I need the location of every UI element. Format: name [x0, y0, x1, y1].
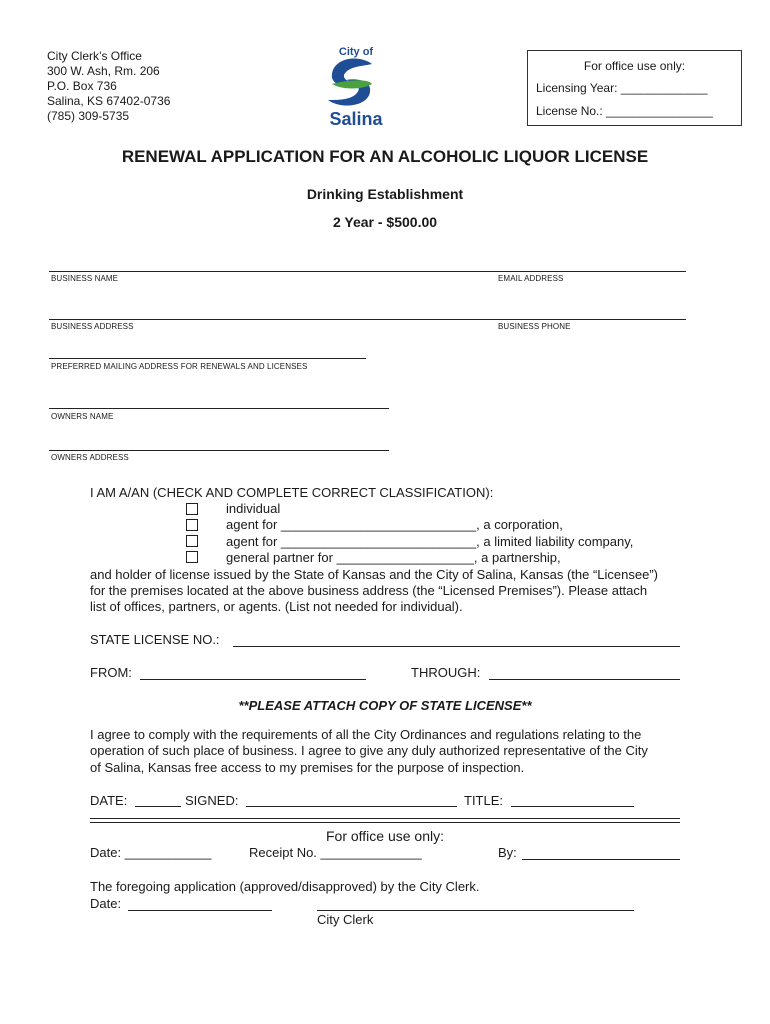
by-line[interactable] — [522, 859, 680, 860]
business-phone-label: BUSINESS PHONE — [498, 322, 571, 331]
approval-date-label: Date: — [90, 896, 122, 911]
form-title: RENEWAL APPLICATION FOR AN ALCOHOLIC LIQUOR LICENSE — [121, 147, 649, 166]
business-address-line[interactable] — [49, 319, 686, 320]
attach-notice: **PLEASE ATTACH COPY OF STATE LICENSE** — [238, 698, 532, 713]
owners-address-label: OWNERS ADDRESS — [51, 453, 129, 462]
license-no-field: License No.: ________________ — [536, 104, 713, 118]
form-subtitle: Drinking Establishment — [306, 186, 464, 202]
through-label: THROUGH: — [411, 665, 481, 680]
llc-checkbox[interactable] — [186, 535, 198, 547]
business-name-label: BUSINESS NAME — [51, 274, 119, 283]
office-use-box — [527, 50, 742, 126]
office-footer-heading: For office use only: — [325, 828, 445, 844]
option-corporation: agent for ___________________________, a corporation, — [226, 517, 563, 532]
logo-bottom-text: Salina — [329, 109, 383, 128]
email-address-label: EMAIL ADDRESS — [498, 274, 564, 283]
logo-top-text: City of — [338, 46, 374, 58]
agreement-line: operation of such place of business. I agree to give any duly authorized representative of the City — [90, 743, 648, 758]
title-label: TITLE: — [464, 793, 504, 808]
agreement-line: I agree to comply with the requirements of all the City Ordinances and regulations relating to the — [90, 727, 642, 742]
office-use-title: For office use only: — [583, 59, 686, 73]
city-clerk-signature-line[interactable] — [317, 910, 634, 911]
date-line[interactable] — [135, 806, 181, 807]
date-label: DATE: — [90, 793, 128, 808]
licensing-year-field: Licensing Year: _____________ — [536, 81, 708, 95]
office-date-field: Date: ____________ — [90, 845, 212, 860]
city-clerk-label: City Clerk — [317, 912, 374, 927]
licensee-paragraph-line: and holder of license issued by the State of Kansas and the City of Salina, Kansas (the “Licensee”) — [90, 567, 659, 582]
partnership-checkbox[interactable] — [186, 551, 198, 563]
city-logo — [318, 44, 394, 128]
through-line[interactable] — [489, 679, 680, 680]
from-line[interactable] — [140, 679, 366, 680]
form-fee: 2 Year - $500.00 — [332, 214, 438, 230]
individual-checkbox[interactable] — [186, 503, 198, 515]
owners-name-line[interactable] — [49, 408, 389, 409]
option-partnership: general partner for ___________________, a partnership, — [226, 550, 561, 565]
option-individual: individual — [226, 501, 281, 516]
state-license-label: STATE LICENSE NO.: — [90, 632, 220, 647]
by-label: By: — [498, 845, 517, 860]
clerk-address — [47, 49, 170, 124]
address-line: City Clerk’s Office — [47, 49, 142, 63]
owners-address-line[interactable] — [49, 450, 389, 451]
address-line: Salina, KS 67402-0736 — [47, 94, 171, 108]
salina-logo-icon — [318, 44, 394, 128]
licensee-paragraph-line: for the premises located at the above business address (the “Licensed Premises”). Please attach — [90, 583, 648, 598]
business-name-line[interactable] — [49, 271, 686, 272]
address-line: P.O. Box 736 — [47, 79, 117, 93]
signed-label: SIGNED: — [185, 793, 239, 808]
owners-name-label: OWNERS NAME — [51, 412, 114, 421]
receipt-no-field: Receipt No. ______________ — [249, 845, 422, 860]
mailing-address-label: PREFERRED MAILING ADDRESS FOR RENEWALS AND LICENSES — [51, 362, 308, 371]
signature-line[interactable] — [246, 806, 457, 807]
section-divider — [90, 818, 680, 823]
approval-date-line[interactable] — [128, 910, 272, 911]
licensee-paragraph-line: list of offices, partners, or agents. (List not needed for individual). — [90, 599, 463, 614]
mailing-address-line[interactable] — [49, 358, 366, 359]
from-label: FROM: — [90, 665, 132, 680]
classification-heading: I AM A/AN (CHECK AND COMPLETE CORRECT CLASSIFICATION): — [90, 485, 494, 500]
agreement-line: of Salina, Kansas free access to my premises for the purpose of inspection. — [90, 760, 525, 775]
option-llc: agent for ___________________________, a limited liability company, — [226, 534, 634, 549]
business-address-label: BUSINESS ADDRESS — [51, 322, 134, 331]
state-license-line[interactable] — [233, 646, 680, 647]
title-line[interactable] — [511, 806, 634, 807]
foregoing-statement: The foregoing application (approved/disapproved) by the City Clerk. — [90, 879, 480, 894]
address-line: (785) 309-5735 — [47, 109, 130, 123]
corporation-checkbox[interactable] — [186, 519, 198, 531]
address-line: 300 W. Ash, Rm. 206 — [47, 64, 160, 78]
